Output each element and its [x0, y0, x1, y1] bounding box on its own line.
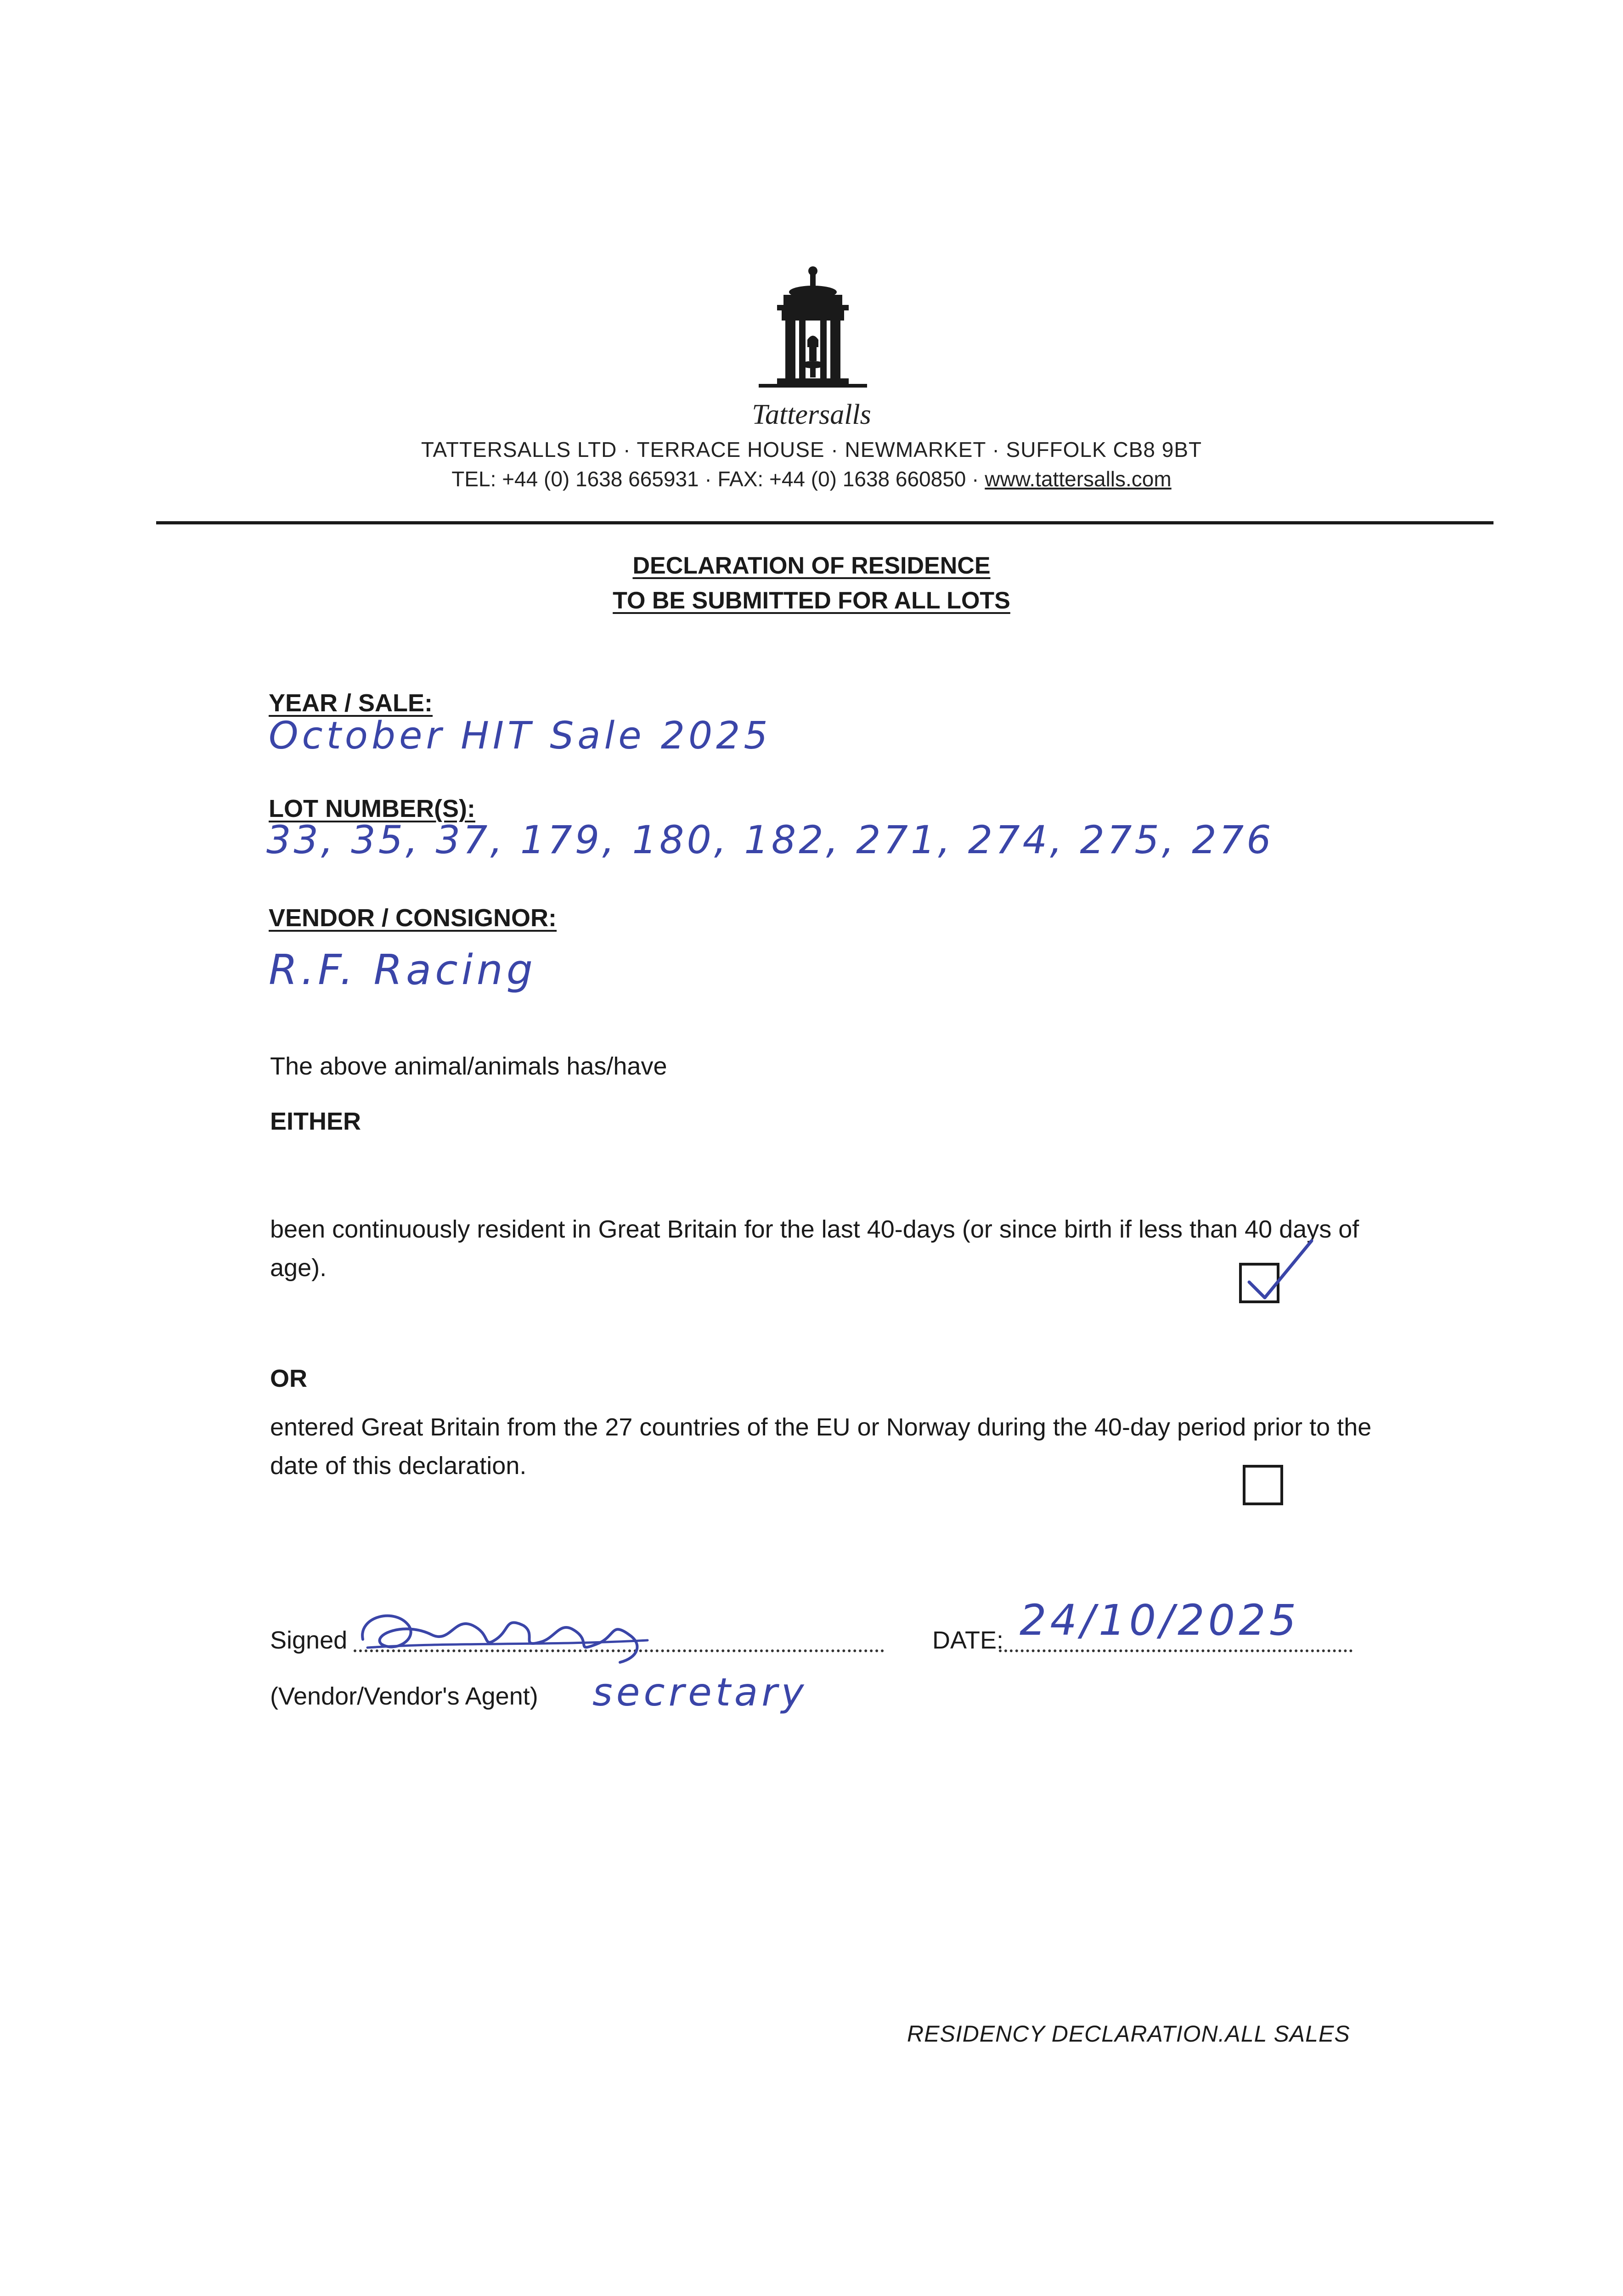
website-link[interactable]: www.tattersalls.com: [985, 467, 1172, 491]
company-contact: [0, 467, 1623, 491]
date-label: DATE:: [932, 1626, 1004, 1654]
date-value: 24/10/2025: [1020, 1596, 1300, 1645]
handwritten-signature: [354, 1598, 675, 1667]
signed-label: Signed: [270, 1626, 348, 1654]
year-sale-value: October HIT Sale 2025: [269, 714, 772, 758]
lot-numbers-label: LOT NUMBER(S):: [269, 795, 475, 822]
either-label: EITHER: [270, 1108, 361, 1135]
vendor-value: R.F. Racing: [269, 946, 536, 994]
signer-role: secretary: [592, 1670, 808, 1715]
date-line: [999, 1649, 1352, 1652]
contact-numbers: TEL: +44 (0) 1638 665931 · FAX: +44 (0) 1638 660850 ·: [451, 467, 985, 491]
option2-text: entered Great Britain from the 27 countries of the EU or Norway during the 40-day period prior to the date of this declaration.: [270, 1413, 1372, 1480]
document-subtitle: TO BE SUBMITTED FOR ALL LOTS: [613, 587, 1010, 614]
option1-checkbox[interactable]: [1239, 1263, 1279, 1303]
vendor-agent-label: (Vendor/Vendor's Agent): [270, 1683, 538, 1710]
option2-checkbox[interactable]: [1243, 1465, 1283, 1505]
checkmark-icon: [1243, 1238, 1316, 1302]
year-sale-label: YEAR / SALE:: [269, 689, 433, 717]
vendor-label: VENDOR / CONSIGNOR:: [269, 904, 557, 932]
company-name: Tattersalls: [752, 399, 871, 430]
option1-text: been continuously resident in Great Britain for the last 40-days (or since birth if less than 40 days of age).: [270, 1216, 1359, 1282]
tattersalls-logo-icon: [753, 262, 873, 400]
form-reference: RESIDENCY DECLARATION.ALL SALES: [907, 2021, 1350, 2047]
document-title: DECLARATION OF RESIDENCE: [632, 552, 991, 579]
company-address: TATTERSALLS LTD · TERRACE HOUSE · NEWMARKET · SUFFOLK CB8 9BT: [421, 438, 1202, 461]
lot-numbers-value: 33, 35, 37, 179, 180, 182, 271, 274, 275, 276: [266, 817, 1274, 862]
declaration-intro: The above animal/animals has/have: [270, 1052, 667, 1080]
or-label: OR: [270, 1365, 307, 1392]
letterhead-divider: [156, 521, 1493, 524]
